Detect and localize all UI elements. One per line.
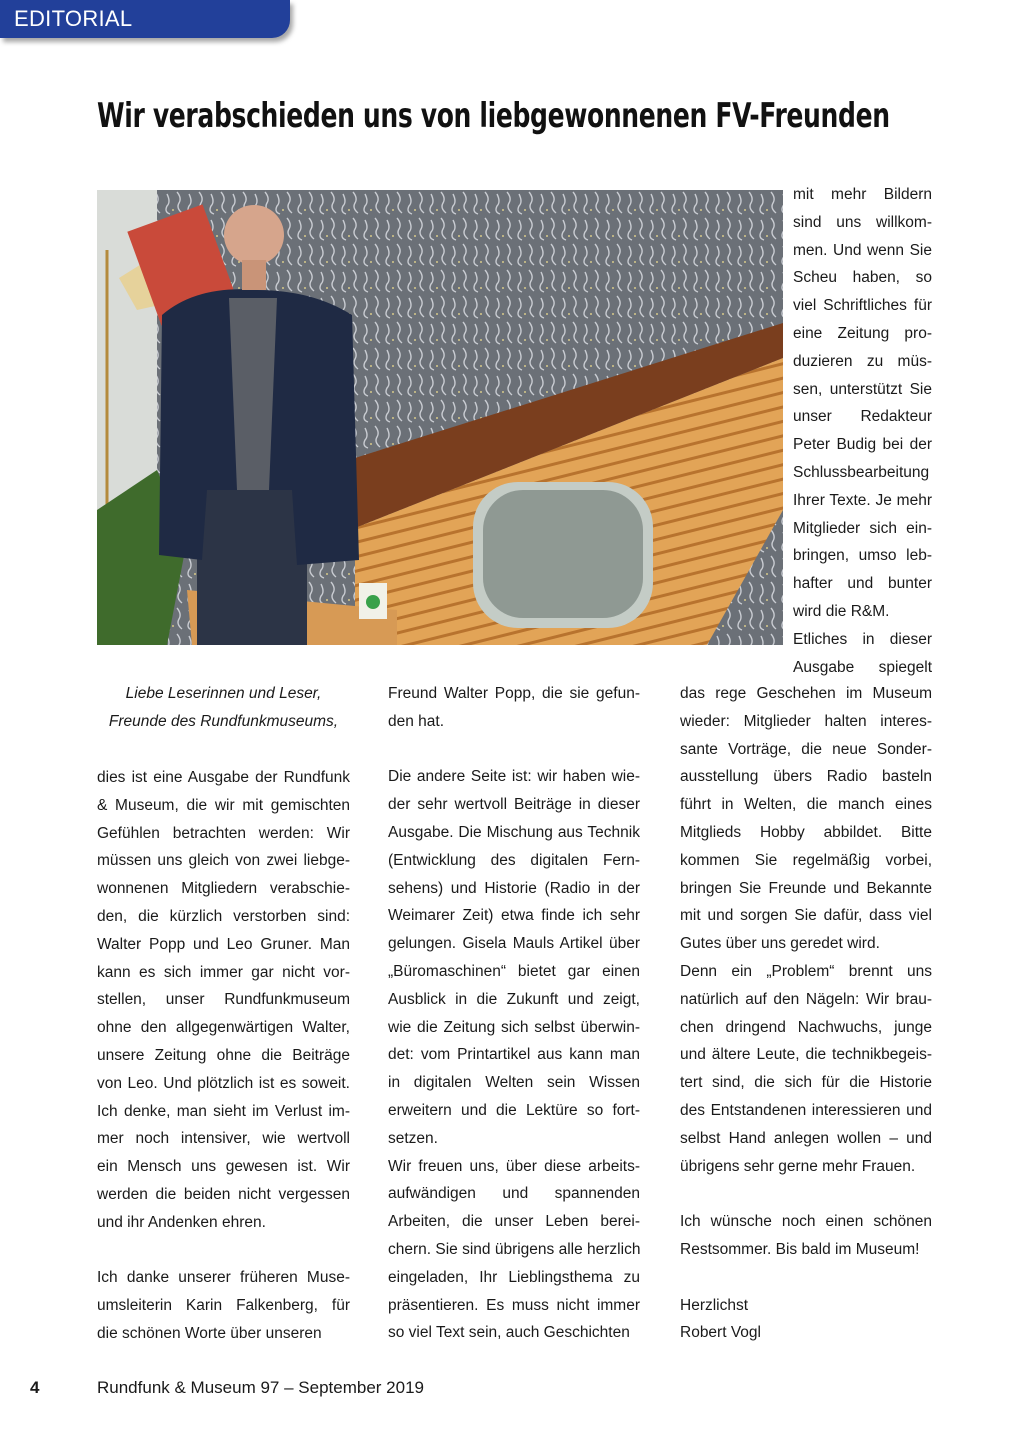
text-line: so viel Text sein, auch Geschichten: [388, 1324, 630, 1342]
text-line: Ausgabe spiegelt: [793, 658, 932, 676]
column-3: [680, 680, 932, 1347]
text-line: duzieren zu müs-: [793, 352, 932, 370]
text-line: Ausblick in die Zukunft und zeigt,: [388, 990, 640, 1008]
page-number: 4: [30, 1378, 40, 1397]
salutation-line: Liebe Leserinnen und Leser,: [125, 685, 322, 702]
text-line: wieder: Mitglieder halten interes-: [680, 712, 932, 730]
text-line: chern. Sie sind übrigens alle herzlich: [388, 1240, 640, 1258]
text-line: eine Zeitung pro-: [793, 324, 932, 342]
text-line: setzen.: [388, 1129, 438, 1147]
text-line: und ihr Andenken ehren.: [97, 1213, 266, 1231]
text-line: Gefühlen betrachten werden: Wir: [97, 824, 350, 842]
text-line: den, die kürzlich verstorben sind:: [97, 907, 350, 925]
text-line: Etliches in dieser: [793, 630, 932, 648]
text-line: bringen Sie Freunde und Bekannte: [680, 879, 932, 897]
text-line: Mitglieder sich ein-: [793, 519, 932, 537]
text-line: sante Vorträge, die neue Sonder-: [680, 740, 932, 758]
text-line: Mitglieds Hobby abbildet. Bitte: [680, 823, 932, 841]
text-line: das rege Geschehen im Museum: [680, 685, 932, 702]
text-line: sehens) und Historie (Radio in der: [388, 879, 640, 897]
text-line: und ältere Leute, die technikbegeis-: [680, 1046, 932, 1064]
text-line: ausstellung übers Radio basteln: [680, 768, 932, 786]
column-3-top: [793, 181, 932, 681]
text-line: Herzlichst: [680, 1296, 749, 1314]
text-line: Ausgabe. Die Mischung aus Technik: [388, 823, 640, 841]
blank-line: [680, 1264, 932, 1292]
text-line: ohne den allgegenwärtigen Walter,: [97, 1019, 350, 1037]
text-line: von Leo. Und plötzlich ist es soweit.: [97, 1074, 350, 1092]
text-line: dies ist eine Ausgabe der Rundfunk: [97, 769, 350, 786]
blank-line: [680, 1180, 932, 1208]
text-line: wird die R&M.: [793, 602, 890, 620]
text-line: tert sind, die sich für die Historie: [680, 1074, 932, 1092]
text-line: die schönen Worte über unseren: [97, 1324, 322, 1342]
text-line: det: vom Printartikel aus kann man: [388, 1046, 640, 1064]
text-line: müssen uns gleich von zwei liebge-: [97, 852, 350, 870]
text-line: wie die Zeitung sich selbst überwin-: [388, 1018, 640, 1036]
text-line: Restsommer. Bis bald im Museum!: [680, 1240, 920, 1258]
text-line: & Museum, die wir mit gemischten: [97, 796, 350, 814]
article-title: Wir verabschieden uns von liebgewonnenen FV-Freunden: [97, 96, 890, 136]
text-line: werden die beiden nicht vergessen: [97, 1185, 350, 1203]
column-2: [388, 680, 640, 1347]
text-line: umsleiterin Karin Falkenberg, für: [97, 1297, 350, 1315]
blank-line: [388, 736, 640, 764]
section-tab-label: EDITORIAL: [14, 6, 133, 31]
text-line: ein Mensch uns gewesen ist. Wir: [97, 1158, 350, 1176]
text-line: präsentieren. Es muss nicht immer: [388, 1296, 640, 1314]
text-line: kann es sich immer gar nicht vor-: [97, 963, 350, 981]
text-line: sind uns willkom-: [793, 213, 932, 231]
text-line: unsere Zeitung ohne die Beiträge: [97, 1046, 350, 1064]
article-photo: [97, 190, 783, 645]
text-line: Wir freuen uns, über diese arbeits-: [388, 1157, 640, 1175]
text-line: kommen Sie regelmäßig vorbei,: [680, 851, 932, 869]
text-line: aufwändigen und spannenden: [388, 1185, 640, 1203]
text-line: unser Redakteur: [793, 408, 932, 426]
text-line: chen dringend Nachwuchs, junge: [680, 1018, 932, 1036]
text-line: (Entwicklung des digitalen Fern-: [388, 851, 640, 869]
text-line: Ich danke unserer früheren Muse-: [97, 1269, 350, 1287]
text-line: Peter Budig bei der: [793, 436, 932, 454]
text-line: viel Schriftliches für: [793, 297, 932, 315]
text-line: Weimarer Zeit) etwa finde ich sehr: [388, 907, 640, 925]
text-line: übrigens sehr gerne mehr Frauen.: [680, 1157, 916, 1175]
text-line: Die andere Seite ist: wir haben wie-: [388, 768, 640, 786]
text-line: Gutes über uns geredet wird.: [680, 935, 880, 953]
text-line: men. Und wenn Sie: [793, 241, 932, 259]
text-line: natürlich auf den Nägeln: Wir brau-: [680, 990, 932, 1008]
text-line: gelungen. Gisela Mauls Artikel über: [388, 935, 640, 953]
text-line: Schlussbearbeitung: [793, 463, 930, 481]
section-tab: [0, 0, 290, 38]
text-line: Ich denke, man sieht im Verlust im-: [97, 1102, 350, 1120]
text-line: wonnenen Mitgliedern verabschie-: [97, 880, 350, 898]
text-line: Arbeiten, die unser Leben berei-: [388, 1213, 640, 1231]
text-line: mit mehr Bildern: [793, 186, 932, 203]
text-line: in digitalen Welten sein Wissen: [388, 1074, 640, 1092]
salutation-line: Freunde des Rundfunkmuseums,: [108, 712, 339, 730]
text-line: sen, unterstützt Sie: [793, 380, 932, 398]
text-line: bringen, umso leb-: [793, 547, 932, 565]
text-line: Freund Walter Popp, die sie gefun-: [388, 685, 640, 702]
text-line: stellen, unser Rundfunkmuseum: [97, 991, 350, 1009]
publication-footer: Rundfunk & Museum 97 – September 2019: [97, 1378, 424, 1397]
text-line: des Entstandenen interessieren und: [680, 1101, 932, 1119]
text-line: der sehr wertvoll Beiträge in dieser: [388, 796, 640, 814]
text-line: Ihrer Texte. Je mehr: [793, 491, 932, 509]
text-line: selbst Hand anlegen wollen – und: [680, 1129, 932, 1147]
text-line: führt in Welten, die manch eines: [680, 796, 932, 814]
text-line: mer noch intensiver, wie wertvoll: [97, 1130, 350, 1148]
text-line: Scheu haben, so: [793, 269, 932, 287]
text-line: Robert Vogl: [680, 1324, 761, 1342]
text-line: eingeladen, Ihr Lieblingsthema zu: [388, 1268, 640, 1286]
text-line: Ich wünsche noch einen schönen: [680, 1213, 932, 1231]
text-line: den hat.: [388, 712, 445, 730]
salutation: [97, 680, 350, 736]
text-line: hafter und bunter: [793, 575, 932, 593]
column-1: [97, 764, 350, 1348]
text-line: „Büromaschinen“ bietet gar einen: [388, 962, 640, 980]
text-line: mit und sorgen Sie dafür, dass viel: [680, 907, 932, 925]
text-line: Denn ein „Problem“ brennt uns: [680, 962, 932, 980]
text-line: Walter Popp und Leo Gruner. Man: [97, 935, 350, 953]
text-line: erweitern und die Lektüre so fort-: [388, 1101, 640, 1119]
blank-line: [97, 1237, 350, 1265]
